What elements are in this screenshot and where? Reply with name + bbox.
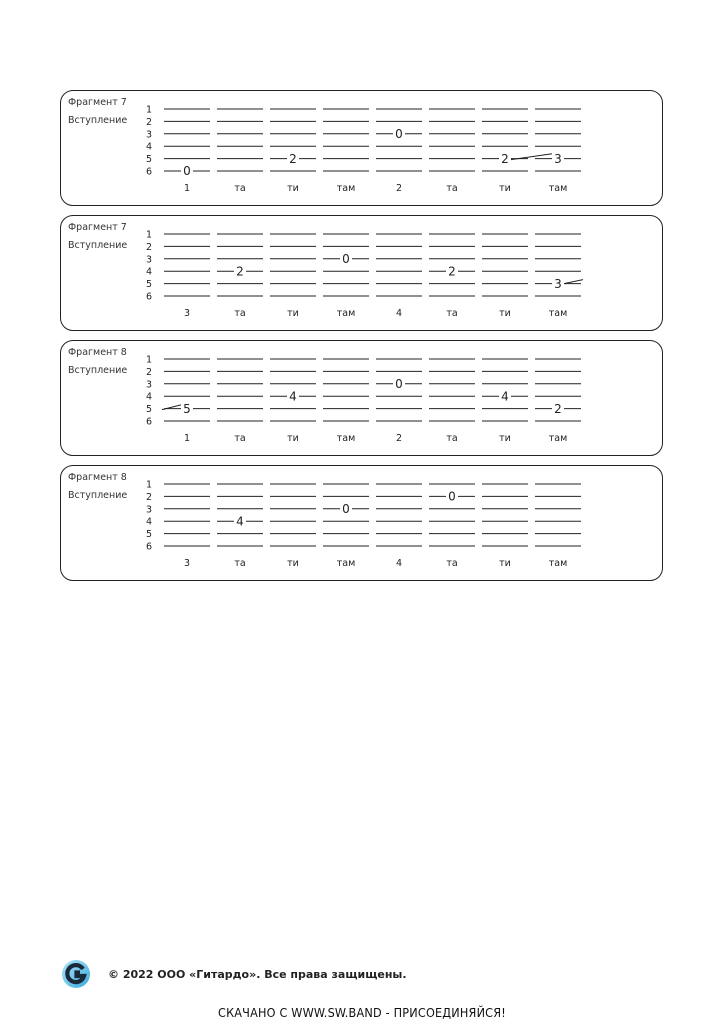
string-number: 4 (145, 141, 153, 153)
beat-label: та (446, 183, 458, 194)
fragment-title: Фрагмент 7 (68, 222, 127, 233)
tab-fragment (60, 215, 663, 331)
beat-label: ти (499, 308, 511, 319)
gitardo-logo-icon (60, 958, 92, 990)
string-number: 4 (145, 516, 153, 528)
beat-label: ти (287, 183, 299, 194)
fragment-subtitle: Вступление (68, 240, 128, 251)
copyright-text: © 2022 ООО «Гитардо». Все права защищены. (108, 968, 407, 981)
fret-number: 0 (342, 502, 350, 516)
beat-label: там (336, 433, 356, 444)
string-number: 1 (145, 104, 153, 116)
beat-label: та (446, 433, 458, 444)
beat-label: та (446, 558, 458, 569)
string-number: 3 (145, 254, 153, 266)
beat-label: та (446, 308, 458, 319)
string-number: 5 (145, 529, 153, 541)
beat-label: ти (287, 308, 299, 319)
tab-fragment (60, 340, 663, 456)
beat-label: там (548, 183, 568, 194)
string-number: 6 (145, 416, 153, 428)
beat-label: там (336, 558, 356, 569)
beat-label: ти (287, 558, 299, 569)
fret-number: 2 (236, 264, 244, 279)
fret-number: 2 (554, 401, 562, 416)
beat-label: 4 (395, 558, 403, 569)
fret-number: 0 (448, 489, 456, 504)
fragment-subtitle: Вступление (68, 365, 128, 376)
fret-number: 0 (395, 377, 403, 391)
string-number: 3 (145, 379, 153, 391)
tablature-staff (61, 466, 661, 579)
string-number: 1 (145, 229, 153, 241)
fret-number: 2 (501, 151, 509, 166)
string-number: 2 (145, 491, 153, 503)
fragment-subtitle: Вступление (68, 115, 128, 126)
fret-number: 2 (448, 264, 456, 279)
tablature-staff (61, 341, 661, 454)
string-number: 1 (145, 354, 153, 366)
string-number: 6 (145, 166, 153, 178)
fragment-subtitle: Вступление (68, 490, 128, 501)
fret-number: 4 (289, 389, 297, 404)
string-number: 4 (145, 391, 153, 403)
beat-label: там (548, 308, 568, 319)
beat-label: ти (499, 433, 511, 444)
beat-label: ти (499, 558, 511, 569)
string-number: 3 (145, 129, 153, 141)
fret-number: 5 (183, 401, 191, 416)
beat-label: там (336, 308, 356, 319)
beat-label: та (234, 433, 246, 444)
beat-label: та (234, 558, 246, 569)
tab-fragment (60, 465, 663, 581)
beat-label: там (548, 558, 568, 569)
beat-label: та (234, 183, 246, 194)
fret-number: 3 (554, 151, 562, 166)
fragment-title: Фрагмент 8 (68, 347, 127, 358)
slide-mark (564, 280, 583, 284)
string-number: 5 (145, 154, 153, 166)
beat-label: 3 (183, 308, 191, 319)
download-banner: СКАЧАНО С WWW.SW.BAND - ПРИСОЕДИНЯЙСЯ! (218, 1005, 506, 1020)
fret-number: 0 (342, 252, 350, 266)
fret-number: 2 (289, 151, 297, 166)
string-number: 2 (145, 366, 153, 378)
fret-number: 4 (236, 514, 244, 529)
beat-label: 2 (395, 433, 403, 444)
string-number: 2 (145, 116, 153, 128)
beat-label: 1 (183, 183, 191, 194)
string-number: 3 (145, 504, 153, 516)
beat-label: 3 (183, 558, 191, 569)
beat-label: 2 (395, 183, 403, 194)
string-number: 5 (145, 404, 153, 416)
fret-number: 0 (395, 127, 403, 141)
fragment-title: Фрагмент 7 (68, 97, 127, 108)
beat-label: там (548, 433, 568, 444)
beat-label: 4 (395, 308, 403, 319)
beat-label: там (336, 183, 356, 194)
footer (60, 958, 660, 992)
tablature-staff (61, 91, 661, 204)
beat-label: 1 (183, 433, 191, 444)
beat-label: ти (287, 433, 299, 444)
tab-fragment (60, 90, 663, 206)
fret-number: 4 (501, 389, 509, 404)
string-number: 4 (145, 266, 153, 278)
fret-number: 0 (183, 164, 191, 179)
tablature-staff (61, 216, 661, 329)
string-number: 6 (145, 541, 153, 553)
string-number: 6 (145, 291, 153, 303)
string-number: 5 (145, 279, 153, 291)
beat-label: та (234, 308, 246, 319)
fret-number: 3 (554, 276, 562, 291)
string-number: 2 (145, 241, 153, 253)
beat-label: ти (499, 183, 511, 194)
fragment-title: Фрагмент 8 (68, 472, 127, 483)
string-number: 1 (145, 479, 153, 491)
